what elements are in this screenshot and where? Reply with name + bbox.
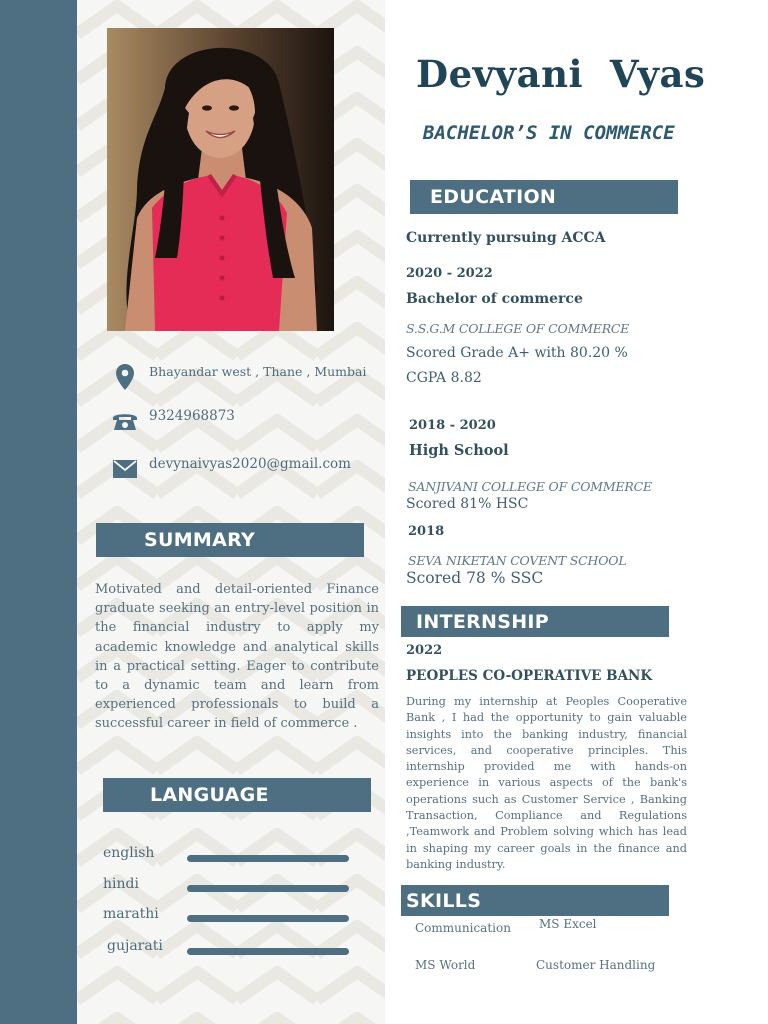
candidate-name: Devyani Vyas <box>416 52 706 96</box>
skill-item: MS Excel <box>539 917 597 931</box>
skills-heading: SKILLS <box>401 885 669 916</box>
degree-title: BACHELOR’S IN COMMERCE <box>423 122 675 144</box>
language-name: gujarati <box>107 938 163 954</box>
education-degree: Bachelor of commerce <box>406 291 583 307</box>
profile-photo <box>107 28 334 331</box>
education-score: Scored 78 % SSC <box>406 569 544 587</box>
education-school: SANJIVANI COLLEGE OF COMMERCE <box>408 479 652 494</box>
email-text: devynaivyas2020@gmail.com <box>149 456 351 472</box>
language-name: hindi <box>103 876 139 892</box>
education-heading: EDUCATION <box>410 180 678 214</box>
contact-email <box>112 456 351 482</box>
education-school: S.S.G.M COLLEGE OF COMMERCE <box>406 321 630 336</box>
skill-item: Communication <box>415 921 511 935</box>
summary-heading: SUMMARY <box>96 523 364 557</box>
language-name: marathi <box>103 906 159 922</box>
education-years: 2020 - 2022 <box>406 266 493 281</box>
contact-address <box>112 364 366 390</box>
language-level-bar <box>187 915 349 922</box>
profile-photo-illustration <box>107 28 334 331</box>
education-current: Currently pursuing ACCA <box>406 230 606 246</box>
language-level-bar <box>187 948 349 955</box>
education-years: 2018 - 2020 <box>409 418 496 433</box>
language-level-bar <box>187 885 349 892</box>
skill-item: MS World <box>415 958 476 972</box>
internship-description: During my internship at Peoples Cooperative Bank , I had the opportunity to gain valuable insights into the banking industry, financial services, and cooperative principles. This internship provided me with hands-on experience in various aspects of the bank's operations such as Customer Service , Banking Transaction, Compliance and Regulations ,Teamwork and Problem solving which has lead in shaping my career goals in the finance and banking industry. <box>406 695 687 871</box>
education-score: Scored Grade A+ with 80.20 % <box>406 345 628 361</box>
language-level-bar <box>187 855 349 862</box>
summary-text: Motivated and detail-oriented Finance graduate seeking an entry-level position in the financial industry to apply my academic knowledge and analytical skills in a practical setting. Eager to contribute to a dynamic team and learn from experienced professionals to build a successful career in field of commerce . <box>95 582 379 732</box>
address-text: Bhayandar west , Thane , Mumbai <box>149 364 367 379</box>
phone-text: 9324968873 <box>149 408 235 424</box>
phone-icon <box>112 408 138 434</box>
education-degree: High School <box>409 442 509 459</box>
internship-year: 2022 <box>406 643 443 658</box>
skill-item: Customer Handling <box>536 958 656 972</box>
education-cgpa: CGPA 8.82 <box>406 370 482 386</box>
internship-company: PEOPLES CO-OPERATIVE BANK <box>406 668 653 684</box>
language-name: english <box>103 845 155 861</box>
left-accent-bar <box>0 0 77 1024</box>
language-heading: LANGUAGE <box>103 778 371 812</box>
education-years: 2018 <box>408 524 445 539</box>
contact-phone <box>112 408 235 434</box>
internship-heading: INTERNSHIP <box>401 606 669 637</box>
location-pin-icon <box>112 364 138 390</box>
education-score: Scored 81% HSC <box>406 496 529 512</box>
education-school: SEVA NIKETAN COVENT SCHOOL <box>408 553 627 568</box>
mail-icon <box>112 456 138 482</box>
